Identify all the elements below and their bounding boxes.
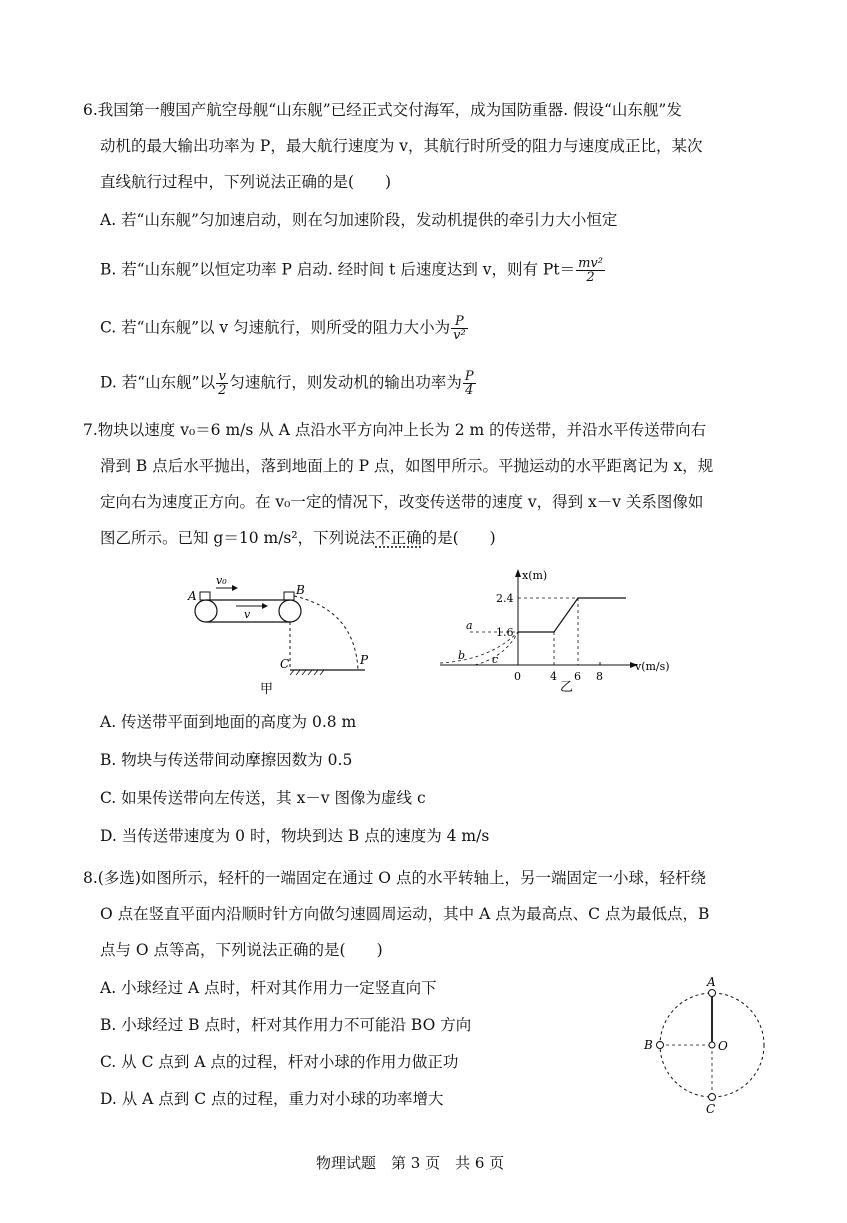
q7-option-d: D. 当传送带速度为 0 时，物块到达 B 点的速度为 4 m/s (100, 827, 490, 845)
fig3-point-o (709, 1042, 715, 1048)
q6-line-2: 动机的最大输出功率为 P，最大航行速度为 v，其航行时所受的阻力与速度成正比，某次 (100, 137, 703, 155)
figure-yi-xv-graph (430, 565, 680, 695)
fig2-tick-8: 8 (596, 670, 603, 683)
fig2-xlabel: v(m/s) (635, 660, 670, 673)
fig2-tick-6: 6 (574, 670, 581, 683)
fig3-label-b: B (644, 1038, 653, 1052)
fig1-label-a: A (188, 589, 197, 603)
q7-line-2: 滑到 B 点后水平抛出，落到地面上的 P 点，如图甲所示。平抛运动的水平距离记为 x，规 (100, 457, 714, 475)
q7-line-3: 定向右为速度正方向。在 v₀一定的情况下，改变传送带的速度 v，得到 x－v 关系图像如 (100, 493, 704, 511)
q6-option-d: D. 若“山东舰”以 $\frac{v}{2}$ 匀速航行，则发动机的输出功率为 $\frac{P}{4}$ (100, 369, 474, 398)
fig1-v-label: v (244, 608, 251, 621)
fig2-tick-0: 0 (514, 670, 521, 683)
fig1-label-b: B (296, 583, 305, 597)
fig1-block-b (284, 592, 294, 600)
fig2-caption: 乙 (560, 680, 574, 695)
fig2-tick-2-4: 2.4 (496, 592, 514, 605)
q6-line-1: 6.我国第一艘国产航空母舰“山东舰”已经正式交付海军，成为国防重器. 假设“山东舰”发 (83, 101, 682, 119)
fig2-main-curve (518, 598, 626, 632)
q8-option-c: C. 从 C 点到 A 点的过程，杆对小球的作用力做正功 (100, 1053, 459, 1071)
fig3-point-c (709, 1094, 716, 1101)
fig1-roller-right (279, 600, 301, 622)
q8-option-a: A. 小球经过 A 点时，杆对其作用力一定竖直向下 (100, 979, 437, 997)
q8-line-3: 点与 O 点等高，下列说法正确的是( ) (100, 941, 383, 959)
fig1-trajectory (294, 596, 358, 670)
q7-line-4: 图乙所示。已知 g＝10 m/s²，下列说法不正确的是( ) (100, 529, 496, 547)
fig3-point-a (709, 990, 716, 997)
figure-circular-motion (640, 975, 770, 1115)
figure-jia-conveyor (180, 570, 380, 695)
q6-line-3: 直线航行过程中，下列说法正确的是( ) (100, 173, 392, 191)
fig1-block-a (200, 592, 210, 600)
q7-option-c: C. 如果传送带向左传送，其 x－v 图像为虚线 c (100, 789, 426, 807)
fig1-caption: 甲 (260, 682, 274, 695)
fig2-tick-1-6: 1.6 (496, 626, 514, 639)
q8-line-2: O 点在竖直平面内沿顺时针方向做匀速圆周运动，其中 A 点为最高点、C 点为最低点，B (100, 905, 710, 923)
fig3-label-o: O (718, 1039, 728, 1053)
q6-option-a: A. 若“山东舰”匀加速启动，则在匀加速阶段，发动机提供的牵引力大小恒定 (100, 211, 618, 229)
fig2-ylabel: x(m) (522, 569, 548, 582)
q6-option-b: B. 若“山东舰”以恒定功率 P 启动. 经时间 t 后速度达到 v，则有 Pt＝ $\frac{\text{mv²}}{2}$ (100, 256, 603, 285)
q8-option-b: B. 小球经过 B 点时，杆对其作用力不可能沿 BO 方向 (100, 1016, 472, 1034)
fig2-tick-4: 4 (550, 670, 557, 683)
fig2-label-c: c (492, 653, 499, 666)
q7-option-a: A. 传送带平面到地面的高度为 0.8 m (100, 713, 357, 731)
fig1-roller-left (195, 600, 217, 622)
fig2-label-b: b (458, 649, 466, 662)
fig1-label-p: P (360, 653, 369, 667)
fig3-point-b (657, 1042, 664, 1049)
fig3-label-c: C (706, 1102, 716, 1115)
fig2-label-a: a (466, 619, 473, 632)
q6-option-c: C. 若“山东舰”以 v 匀速航行，则所受的阻力大小为 $\frac{P}{\text{v²}}$ (100, 314, 466, 343)
fig3-label-a: A (707, 975, 716, 989)
fig1-v0-label: v₀ (216, 574, 227, 587)
q8-line-1: 8.(多选)如图所示，轻杆的一端固定在通过 O 点的水平转轴上，另一端固定一小球，轻杆绕 (83, 869, 706, 887)
fig1-label-c: C (280, 657, 290, 671)
q8-option-d: D. 从 A 点到 C 点的过程，重力对小球的功率增大 (100, 1090, 444, 1108)
q7-line-1: 7.物块以速度 v₀＝6 m/s 从 A 点沿水平方向冲上长为 2 m 的传送带，并沿水平传送带向右 (83, 421, 707, 439)
page-footer: 物理试题 第 3 页 共 6 页 (316, 1154, 505, 1172)
q7-option-b: B. 物块与传送带间动摩擦因数为 0.5 (100, 751, 353, 769)
